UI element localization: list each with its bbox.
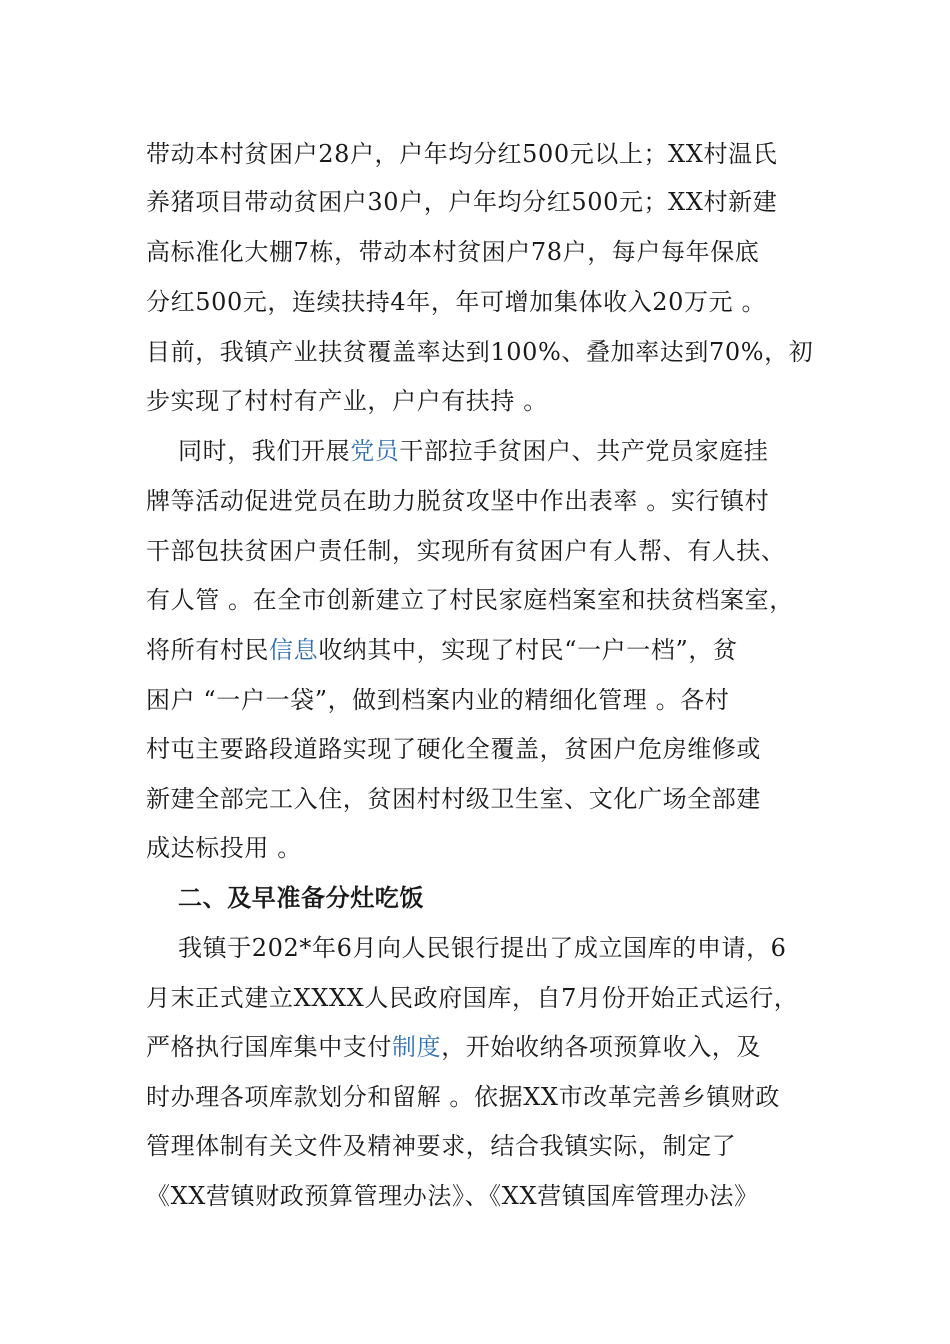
paragraph-2-first-line bbox=[178, 437, 768, 465]
body-line-10: 有人管 。在全市创新建立了村民家庭档案室和扶贫档案室， bbox=[146, 586, 794, 614]
body-line-21: 管理体制有关文件及精神要求，结合我镇实际，制定了 bbox=[146, 1132, 737, 1160]
system-link[interactable]: 制度 bbox=[392, 1033, 442, 1061]
body-line-22: 《XX营镇财政预算管理办法》、《XX营镇国库管理办法》 bbox=[146, 1182, 759, 1210]
body-line-20: 时办理各项库款划分和留解 。依据XX市改革完善乡镇财政 bbox=[146, 1083, 780, 1111]
body-line-5: 目前，我镇产业扶贫覆盖率达到100%、叠加率达到70%，初 bbox=[146, 338, 814, 366]
body-line-9: 干部包扶贫困户责任制，实现所有贫困户有人帮、有人扶、 bbox=[146, 537, 786, 565]
text-span: 收纳其中，实现了村民“一户一档”，贫 bbox=[318, 636, 738, 664]
body-line-11 bbox=[146, 636, 738, 664]
text-span: 干部拉手贫困户、共产党员家庭挂 bbox=[399, 437, 769, 465]
body-line-14: 新建全部完工入住，贫困村村级卫生室、文化广场全部建 bbox=[146, 785, 761, 813]
body-line-6: 步实现了村村有产业，户户有扶持 。 bbox=[146, 387, 548, 415]
body-line-4: 分红500元，连续扶持4年，年可增加集体收入20万元 。 bbox=[146, 288, 767, 316]
body-line-8: 牌等活动促进党员在助力脱贫攻坚中作出表率 。实行镇村 bbox=[146, 487, 770, 515]
body-line-1: 带动本村贫困户28户，户年均分红500元以上；XX村温氏 bbox=[146, 140, 778, 168]
text-span: 同时，我们开展 bbox=[178, 437, 351, 465]
party-member-link[interactable]: 党员 bbox=[350, 437, 400, 465]
body-line-15: 成达标投用 。 bbox=[146, 834, 302, 862]
body-line-18: 月末正式建立XXXX人民政府国库，自7月份开始正式运行， bbox=[146, 984, 799, 1012]
body-line-2: 养猪项目带动贫困户30户，户年均分红500元；XX村新建 bbox=[146, 188, 778, 216]
body-line-13: 村屯主要路段道路实现了硬化全覆盖，贫困户危房维修或 bbox=[146, 735, 761, 763]
paragraph-3-first-line: 我镇于202*年6月向人民银行提出了成立国库的申请，6 bbox=[178, 934, 787, 962]
section-heading: 二、及早准备分灶吃饭 bbox=[178, 883, 424, 912]
body-line-3: 高标准化大棚7栋，带动本村贫困户78户，每户每年保底 bbox=[146, 238, 760, 266]
information-link[interactable]: 信息 bbox=[269, 636, 319, 664]
body-line-12: 困户 “一户一袋”，做到档案内业的精细化管理 。各村 bbox=[146, 686, 730, 714]
body-line-19 bbox=[146, 1033, 761, 1061]
text-span: ，开始收纳各项预算收入，及 bbox=[441, 1033, 762, 1061]
text-span: 严格执行国库集中支付 bbox=[146, 1033, 392, 1061]
text-span: 将所有村民 bbox=[146, 636, 269, 664]
